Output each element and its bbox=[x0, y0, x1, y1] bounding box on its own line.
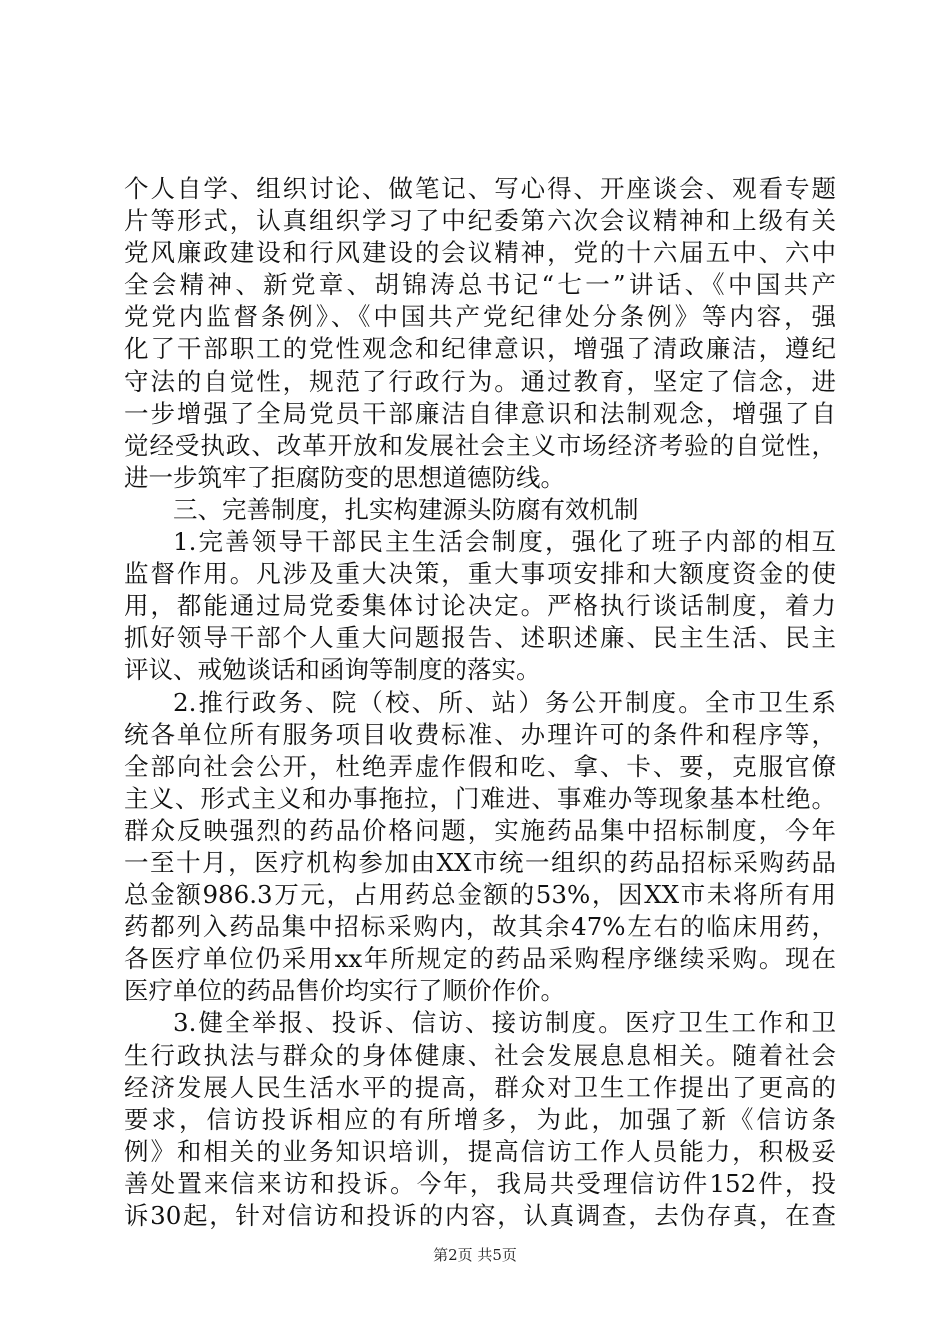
page-footer: 第2页 共5页 bbox=[433, 1246, 517, 1264]
text-line: 个人自学、组织讨论、做笔记、写心得、开座谈会、观看专题 bbox=[124, 174, 836, 203]
text-line: 全部向社会公开，杜绝弄虚作假和吃、拿、卡、要，克服官僚 bbox=[124, 751, 836, 781]
text-line: 群众反映强烈的药品价格问题，实施药品集中招标制度，今年 bbox=[124, 815, 836, 845]
text-line: 抓好领导干部个人重大问题报告、述职述廉、民主生活、民主 bbox=[124, 623, 836, 653]
text-line: 生行政执法与群众的身体健康、社会发展息息相关。随着社会 bbox=[124, 1040, 836, 1070]
text-line: 善处置来信来访和投诉。今年，我局共受理信访件152件，投 bbox=[124, 1168, 836, 1198]
text-line: 各医疗单位仍采用xx年所规定的药品采购程序继续采购。现在 bbox=[124, 944, 836, 974]
text-line: 监督作用。凡涉及重大决策，重大事项安排和大额度资金的使 bbox=[124, 559, 836, 589]
text-line: 评议、戒勉谈话和函询等制度的落实。 bbox=[124, 655, 541, 685]
text-line: 总金额986.3万元，占用药总金额的53%，因XX市未将所有用 bbox=[124, 880, 836, 910]
text-line: 例》和相关的业务知识培训，提高信访工作人员能力，积极妥 bbox=[124, 1136, 836, 1166]
text-line: 3.健全举报、投诉、信访、接访制度。医疗卫生工作和卫 bbox=[173, 1008, 836, 1038]
text-line: 药都列入药品集中招标采购内，故其余47%左右的临床用药， bbox=[124, 912, 836, 942]
text-line: 进一步筑牢了拒腐防变的思想道德防线。 bbox=[124, 462, 565, 492]
text-line: 主义、形式主义和办事拖拉，门难进、事难办等现象基本杜绝。 bbox=[124, 783, 836, 813]
text-line: 一步增强了全局党员干部廉洁自律意识和法制观念，增强了自 bbox=[124, 398, 836, 428]
text-line: 一至十月，医疗机构参加由XX市统一组织的药品招标采购药品 bbox=[124, 847, 836, 877]
text-line: 2.推行政务、院（校、所、站）务公开制度。全市卫生系 bbox=[173, 687, 836, 717]
text-line: 1.完善领导干部民主生活会制度，强化了班子内部的相互 bbox=[173, 527, 836, 557]
text-line: 要求，信访投诉相应的有所增多，为此，加强了新《信访条 bbox=[124, 1104, 836, 1134]
text-line: 觉经受执政、改革开放和发展社会主义市场经济考验的自觉性， bbox=[124, 430, 836, 460]
text-line: 经济发展人民生活水平的提高，群众对卫生工作提出了更高的 bbox=[124, 1072, 836, 1102]
section-heading: 三、完善制度，扎实构建源头防腐有效机制 bbox=[173, 494, 639, 524]
text-line: 化了干部职工的党性观念和纪律意识，增强了清政廉洁，遵纪 bbox=[124, 334, 836, 364]
text-line: 守法的自觉性，规范了行政行为。通过教育，坚定了信念，进 bbox=[124, 366, 836, 396]
text-line: 片等形式，认真组织学习了中纪委第六次会议精神和上级有关 bbox=[124, 206, 836, 236]
text-line: 统各单位所有服务项目收费标准、办理许可的条件和程序等， bbox=[124, 719, 836, 749]
text-line: 党党内监督条例》、《中国共产党纪律处分条例》等内容，强 bbox=[124, 302, 836, 332]
text-line: 用，都能通过局党委集体讨论决定。严格执行谈话制度，着力 bbox=[124, 591, 836, 621]
text-line: 诉30起，针对信访和投诉的内容，认真调查，去伪存真，在查 bbox=[124, 1201, 836, 1230]
text-line: 全会精神、新党章、胡锦涛总书记“七一”讲话、《中国共产 bbox=[124, 270, 836, 300]
text-line: 党风廉政建设和行风建设的会议精神，党的十六届五中、六中 bbox=[124, 238, 836, 268]
document-body bbox=[124, 173, 836, 1232]
text-line: 医疗单位的药品售价均实行了顺价作价。 bbox=[124, 976, 565, 1006]
